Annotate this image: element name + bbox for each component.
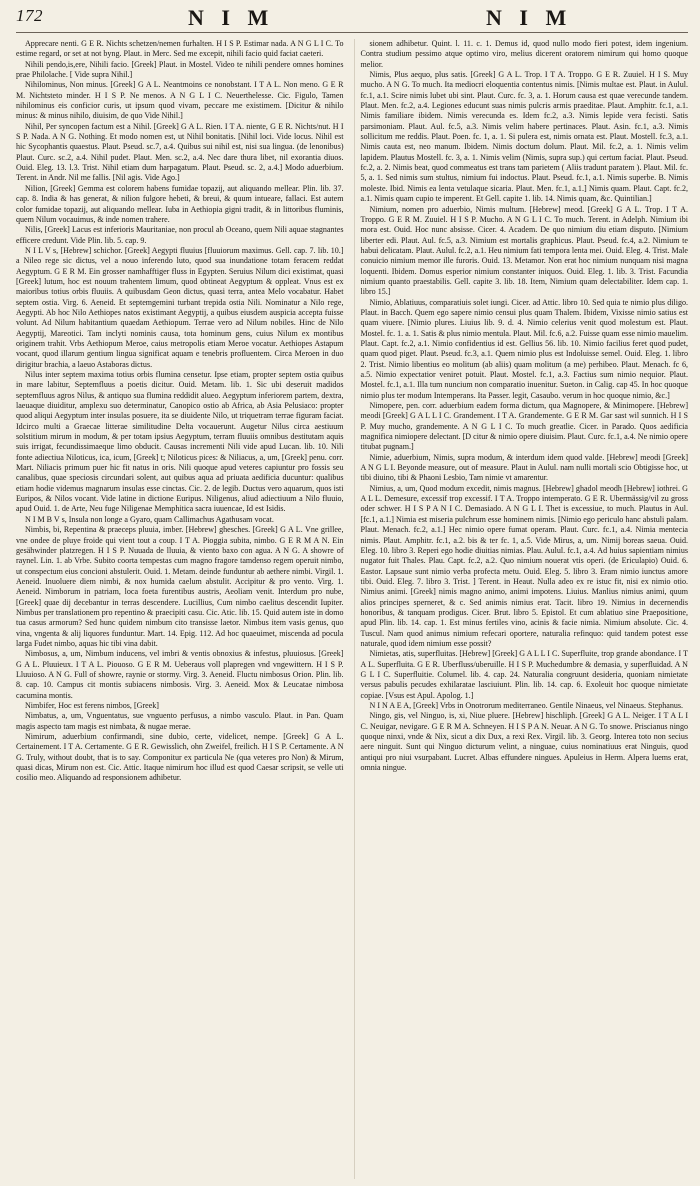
right-column (354, 39, 689, 1179)
left-running-headword: N I M (188, 5, 275, 30)
dictionary-entry: Ningo, gis, vel Ninguo, is, xi, Niue pluere. [Hebrew] hischliph. [Greek] G A L. Neiger. I T A L I C. Neuigar, nevigare. G E R M A. Schneyen. H I S P A N. Neuar. A N G. To snowe. Priscianus ningo quoque ninxi, vnde & Nix, sicut a dix Dux, a rexi Rex. Virgil. lib. 3. Georg. Interea toto non secius aere ninguit. Sunt qui Ninguo dicturum velint, a ninguae, cuius nominatiuus erat Ninguis, quod antiqui pro niui vsurpabant. Lucret. Albas effundere ningues. Apuleius in Herm. Alpera luems erat, omnia ningue. (360, 711, 691, 773)
dictionary-entry: Nihil, Per syncopen factum est a Nihil. [Greek] G A L. Rien. I T A. niente, G E R. Nichts/nut. H I S P. Nada. A N G. Nothing. Et modo nomen est, ut Nihil bonitatis. [Nihil loci. Vide locus. Nihil est hic Sycophantis quaestus. Plaut. Pseud. sc.7, a.4. Quibus sui nihil est, nisi sua lingua. (de lenonibus) Plaut. Curc. sc.2, a.4. Nihil pudet. Plaut. Men. sc.2, a.4. Nec dare thura libet, nil exorantia diuos. Ouid. Eleg. 13. l.3. Trist. Nihil etiam dum harpagatum. Plaut. Pseud. sc. 2, a.4.] Modo aduerbium. Terent. in Andr. Nil me fallis. [Nil agis. Vide Ago.] (16, 121, 346, 183)
dictionary-entry: N I L V s, [Hebrew] schichor. [Greek] Aegypti fluuius [fluuiorum maximus. Gell. cap. 7. lib. 10.] a Nileo rege sic dictus, vel a nouo inferendo luto, quod sua inundatione totam feracem reddat Aegyptum. G E R M. Ein grosser namhafftiger fluss in Egypten. Seruius Nilum dici existimat, quasi [Greek] lutum, hoc est nouum trahentem limum, quod obtineat Aegyptum & oppleat. Vnus est ex maioribus totius orbis fluuiis. A quibusdam Geon dictus, quasi terra, antea Melo vocabatur. Habet septem ostia. Virg. 6. Aeneid. Et septemgemini turbant trepida ostia Nili. Nominatur a Nilo rege, Aegypti. Ab hoc Nilo Aethiopes natos existimant Aegyptij, a quibus eiusdem auspicia accepta fuisse volunt. Ad Nilum habitantium quaedam Aethiopum. Terrae vero ad Nilum nobiles. Hinc de Nilo Aegyptij, Mareotici. Tam inclyti nominis causa, tota hominum gens, cuius Nilum ex montibus originem trahit. Vrbs Aethiopum Meroe, caius metropolis etiam Meroe vocatur. Aethiopes Astapum vocant, quod illarum gentium lingua significat aquam e tenebris profluentem. Circa Meroen in duo dirigitur brachia, a laeuo Astaboras dictus. (16, 245, 346, 369)
left-column (16, 39, 344, 1179)
dictionary-entry: Nimie, aduerbium, Nimis, supra modum, & interdum idem quod valde. [Hebrew] meodi [Greek] A N G L I. Beyonde measure, out of measure. Plaut in Aulul. nam nulli mortali scio Obtigisse hoc, ut tibi diuino, tibi & Phaoni Lesbio, Tam nimie vt amarentur. (360, 452, 691, 483)
dictionary-entry: Nimbis, bi, Repentina & praeceps pluuia, imber. [Hebrew] ghesches. [Greek] G A L. Vne grillee, vne ondee de pluye froide qui vient tout a coup. I T A. Pioggia subita, nimbo. G E R M A N. Ein gesähwinder platzregen. H I S P. Nuuada de lluuia, & viento baxo con agua. A N G. A showre of raynel. Lin. 1. ab Vrbe. Subito coorta tempestas cum magno fragore tamdenso regem operuit nimbo, ut conspectum eius concioni abstulerit. Ouid. 1. Metam. deinde funduntur ab aethere nimbi. Virgil. 1. Aeneid. Inuoluere diem nimbi, & nox humida caelum abstulit. Accipitur & pro vento. Virg. 1. Aeneid. Nimborum in patriam, loca foeta furentibus austris, Aeoliam venit. Interdum pro nube, [Greek] quae dij decebantur in terras descendere. Lucillius, Cum nimbo caelitus descendit Iupiter. Nimbus per translationem pro repentino & praecipiti casu. Cic. Atic. lib. 15. Quid autem iste in domo tua casus armorum? Sed hunc quidem nimbum cito transisse laetor. Nimbus item vasis genus, quo vina, vngenta & alij liquores funduntur. Mart. 14. Epig. 112. Ad hoc quaeuimet, miscenda ad pocula larga Fudet nimbo, aquas hic tibi vina dabit. (16, 525, 346, 648)
dictionary-entry: Nimbosus, a, um, Nimbum inducens, vel imbri & ventis obnoxius & infestus, pluuiosus. [Greek] G A L. Pluuieux. I T A L. Piouoso. G E R M. Ueberaus voll plapregen vnd vngewittern. H I S P. Lluuioso. A N G. Full of showre, raynie or stormy. Virg. 3. Aeneid. Fluctu nimbosus Orion. Plin. lib. 8. cap. 10. Campus cit montis subiacens nimbosis. Virg. 3. Aeneid. Mox & Leucatae nimbosa cacumina montis. (16, 649, 346, 700)
dictionary-entry: Nimius, a, um, Quod modum excedit, nimis magnus. [Hebrew] ghadol meodh [Hebrew] iothrei. G A L L. Demesure, excessif trop excessif. I T A. Troppo intemperato. G E R. Ubermässig/vil zu gross oder schwer. H I S P A N I C. Demasiado. A N G L I. Thet is excessiue, to much. Plautus in Aul. [fc.1, a.1.] Nimia est miseria pulchrum esse hominem nimis. [Nimio ego periculo hanc abstuli palam. Plaut. Menach. fc.2, a.1.] Hec nimio opere fumat operam. Plaut. Curc. fc.1, a.4. Nimia mentecia nimis. Plaut. Amphitr. fc.1, a.2. bis & ter fc. 1, a.5. Vide Mirus, a, um. Nimij boreas saeua. Ouid. Eleg. 10. libro 3. Reperi ego hodie diuitias nimias. Plau. Aulul. fc.1, a.4. Ad huius sapientiam nimius nugator fuit Thales. Plau. Capt. fc.2, a.2. Quo nimium nouerat vtis operi. (de Ericulapio) Ouid. 6. Eastor. Lapsaue sunt nimio verba profecta metu. Ouid. Eleg. 5. libro 3. Eram nimio iunctus amore tibi. Ouid. Eleg. 7. libro 3. Trist. ] Terent. in Heaut. Nulla adeo ex re istuc fit, nisi ex nimio otio. Nimius animi. [Greek] nimis magno animo, animi impotens. Liuius. Manlius nimius animi, quum alios principes sperneret, & c. Sed animis nimius erat. Tacit. libro 19. Nimius in decernendis honoribus, & tanquam prodigus. Cicer. Brut. libro 5. Epistol. Et cum ablatiuo sine Praepositione, apud Plin. lib. 14. cap. 1. Est minus fertiles vino, acinis & facie nimia. Nimium absolute. Cic. 4. Tuscul. Nam quod animus nimium refecari oportere, naturalia refinquo: quid tandem potest esse naturale, quod idem nimium esse possit? (360, 483, 691, 648)
dictionary-entry: Nihilominus, Non minus. [Greek] G A L. Neantmoins ce nonobstant. I T A L. Non meno. G E R M. Nichtsteto minder. H I S P. Ne menos. A N G L I C. Neuerthelesse. Cic. Figulo, Tamen nihilominus eis conficior curis, ut ipsum quod vivam, peccare me existimem. [Dicitur & nihilo minus: & minus nihilo, diuisim, de quo Vide Nihil.] (16, 80, 346, 121)
dictionary-entry: Nilion, [Greek] Gemma est colorem habens fumidae topazij, aut aliquando mellear. Plin. lib. 37. cap. 8. India & has generat, & nilion fulgore hebeti, & breui, & quum intueare, fallaci. Est autem color fumidae topazij, aut aliquando mellear. Iuba in Aethiopia gigni tradit, & in littoribus fluminis, quem Nilum vocauimus, & inde nomen trahere. (16, 183, 346, 224)
dictionary-entry: Nimbifer, Hoc est ferens nimbos, [Greek] (25, 701, 159, 710)
dictionary-entry: Apprecare nenti. G E R. Nichts schetzen/nemen furhalten. H I S P. Estimar nada. A N G L I C. To estime regard, or set at not byng. Plaut. in Merc. Sed me excepit, nihili facio quid faciat caeteri. (16, 39, 346, 59)
right-running-headword: N I M (486, 5, 573, 30)
dictionary-entry: Nimium, nomen pro aduerbio, Nimis multum. [Hebrew] meod. [Greek] G A L. Trop. I T A. Troppo. G E R M. Zuuiel. H I S P. Mucho. A N G L I C. To much. Terent. in Adelph. Nimium ibi mora est. Ouid. Hoc nunc absisse. Cicer. 4. Academ. De quo nimium diu etiam disputo. [Nimium liberter edi. Plaut. Aul. fc.5, a.3. Nimium est mortalis graphicus. Plaut. Pseud. fc.4, a.2. Nimium te habui delicatam. Plaut. Aulul. fc.2, a.1. Heu nimium fati tempora lenta mei. Ouid. Eleg. 4. Trist. Male conuicio nimium memor ille furoris. Ouid. 13. Metamor. Non erat hoc nimium nunquam nisi magna loquenti. Ibidem. Domus esperior nimium constanter iniquos. Ouid. Eleg. 1. lib. 3. Trist. Facundia nimium quanto praestabilis. Gell. capite 3. lib. 18. Item, Nimium quam delectabiliter. Idem cap. 1. libro 15.] (360, 204, 691, 297)
dictionary-entry: Nilis, [Greek] Lacus est inferioris Mauritaniae, non procul ab Oceano, quem Nili aquae stagnantes efficere credunt. Vide Plin. lib. 5. cap. 9. (16, 225, 346, 245)
dictionary-entry: Nilus inter septem maxima totius orbis flumina censetur. Ipse etiam, propter septem ostia quibus in mare labitur, Septemfluus a poetis dicitur. Ouid. Metam. lib. 1. Sic ubi deseruit madidos septemfluus agros Nilus, & antiquo sua flumina reddidit alueo. Aegyptum inferiorem partem, dextra, laeuaque diuiditur, amplexu suo determinatur, Canopico ostio ab Africa, ab Asia Pelusiaco: propter quod aliqui Aegyptum inter insulas posuere, ita se diuidente Nilo, ut triquetram terrae figuram faciat. Idcirco multi a Graecae litterae similitudine Delta vocauerunt. Augetur Nilus circa aestiuum solstitium mirum in modum, & per totam ipsius Aegyptum, terram fluuiis omnibus destitutam aquis suis irrigat, fecundissimaeque limo obducit. Causas incrementi Nili vide apud Lucan. lib. 10. Nili fonte adiectiua Niloticus, ica, icum, [Greek] t; Niloticus pices: & Niliacus, a, um, [Greek] penu. corr. Mart. Niliacis primum puer hic fit natus in oris. Nili quoque apud veteres capiuntur pro fossis seu canalibus, quae speciosis circundari solent, aut quibus aqua ad priuata aedificia ducuntur: qualibus etiam hodie videmus magnarum insulas esse cinctas. Cic. 2. de legib. Ductus vero aquarum, quos isti Euripos, & Nilos vocant. Vide latine in dictione Euripus. Niligenus, aliud adiectiuum a Nilo fluuio, apud Ouid. 1. de Arte, Neu fuge Niligenae Memphitica sacra iuuencae, Id est Isidis. (16, 370, 346, 514)
dictionary-entry: Nimio, Ablatiuus, comparatiuis solet iungi. Cicer. ad Attic. libro 10. Sed quia te nimio plus diligo. Plaut. in Bacch. Quem ego sapere nimio censui plus quam Thalem. Ibidem, Vixisse nimio satius est quam viuere. [Nimio plures. Liuius lib. 9. d. 4. Nimio celerius venit quod molestum est. Plaut. Mostel. fc. 1. a. 1. Satis & plus nimio mentula. Plaut. Mil. fc.6, a.2. Fuisse quam esse nimio mauelim. Plaut. Capt. fc.2, a.1. Nimio confidentius id est. Gellius 56. lib. 10. Nimio facilius feret quod pudet, quam quod piget. Plaut. Pseud. fc.3, a.1. Quem nimio plus est Indoluisse semel. Ouid. Eleg. 1. libro 2. Trist. Nimio libentius eo molitum (ab aliis) quam molitum (a me) perhibeo. Plaut. Menach. fc 6, a.5. Nimio expectatior veniret potuit. Plaut. Mostel. fc.1, a.3. Factius sum nimio nequior. Plaut. Mostel. fc.1, a.1. Illa tum nuncium non comparatio inuenitur. Sueton. in Calig. cap 45. In hoc quoque nimio plus ter modum Intemperans. Ita Passer. legit, Casaubo. verum in hoc quoque nimio, &c.] (360, 297, 691, 400)
dictionary-entry: N I M B V s, Insula non longe a Gyaro, quam Callimachus Agathusam vocat. (25, 514, 274, 524)
dictionary-entry: Nihili pendo,is,ere, Nihili facio. [Greek] Plaut. in Mostel. Video te nihili pendere omnes homines prae Philolache. [ Vide supra Nihil.] (16, 59, 346, 80)
dictionary-entry: Nimietas, atis, superfluitas. [Hebrew] [Greek] G A L L I C. Superfluite, trop grande abondance. I T A L. Superfluita. G E R. Uberfluss/uberuille. H I S P. Muchedumbre & demasia, y superfluidad. A N G L I C. Superfluitie. Columel. lib. 4. cap. 24. Naturalia congruunt desideria, quoniam nimietate versus pabulis pecudes exhilaratae lasciuiunt. Plin. lib. 14. cap. 6. Exoleuit hoc quoque nimietate copiae. [Vsus est Apul. Apolog. 1.] (360, 649, 691, 700)
page-number: 172 (16, 6, 43, 25)
text-columns (16, 39, 691, 1179)
dictionary-entry: Nimirum, aduerbium confirmandi, sine dubio, certe, videlicet, nempe. [Greek] G A L. Certainement. I T A. Certamente. G E R. Gewisslich, ohn Zweifel, freilich. H I S P. Certamente. A N G. Truly, without doubt, that is to say. Componitur ex particula Ne (qua veteres pro Non) & Mirum, quasi dicas, Mirum non est. Cic. Attic. Itaque nimirum hoc illud est quod Caesar scripsit, se velle uti cosilio meo. Aliquando ad responsionem adhibetur. (16, 732, 346, 783)
dictionary-entry: Nimbatus, a, um, Vnguentatus, sue vnguento perfusus, a nimbo vasculo. Plaut. in Pan. Quam magis aspecto tam magis est nimbata, & nugae merae. (16, 711, 346, 731)
running-head (16, 4, 688, 33)
dictionary-entry: N I N A E A, [Greek] Vrbs in Onotrorum mediterraneo. Gentile Ninaeus, vel Ninaeus. Stephanus. (369, 701, 684, 710)
dictionary-entry: Nimis, Plus aequo, plus satis. [Greek] G A L. Trop. I T A. Troppo. G E R. Zuuiel. H I S. Muy mucho. A N G. To much. Ita mediocri eloquentia contentus nimis. [Nimis multae est. Plaut. in Aulul. fc.1, a.1. Scire nimis lubet ubi sint. Plaut. Curc. fc. 3, a. 1. Horum causa est quae verecunde tandem. Plaut. Men. fc.2, a.4. Legiones educunt suas nimis pulcris armis praeditae. Plaut. Amphitr. fc.1, a.1. Nimis familiare ibidem. Nimis verecunda es. Idem fc.2, a.3. Nimis lepide vera fecisti. Satis parsimoniam. Plaut. Aul. fc.5, a.3. Nimis velim habere pertinaces. Plaut. Asin. fc.1, a.3. Nimis sollicitum me reddis. Plaut. Poen. fc. 1, a. 1. Si pulera est, nimis ornata est. Plaut. Mostell. fc.3, a.1. Nimis cauta est, neo manum. Ibidem. Nimis doctum dolum. Plaut. Mil. fc.2, a. 1. Nimis velim lapidem. Plautus Mostell. fc. 3, a. 1. Nimis velim (Nimis, supra sup.) qui certum faciat. Plaut. Pseud. fc.2, a. 2. Nimis beat, quod commeatus est trans tam parietem ( Aliis tradunt paratem ). Plaut. Mil. fc. 5, a. 1. Sed nimis sum stultus, nimium fui indoctus. Plaut. Pseud. fc.1, a.1. Nimis superbe. B. Nimis moleste. Ibid. Nimis ea lenta vetulaque sicaria. Plaut. Men. fc.1, a.1.] Nimis quam. Plaut. Capt. fc.2, a.1. Nimis quam cupio te imperent. Et Gell. capite 1. lib. 14. Nimis quam, &c. Quintilian.] (360, 70, 691, 204)
dictionary-entry: sionem adhibetur. Quint. l. 11. c. 1. Demus id, quod nullo modo fieri potest, idem ingenium. Contra studium pessimo atque optimo viro, melius dicerent oratorem nimirum qui homo quoque melior. (360, 39, 691, 69)
dictionary-entry: Nimopere, pen. corr. aduerbium eadem forma dictum, qua Magnopere, & Minimopere. [Hebrew] meodi [Greek] G A L L I C. Grandement. I T A. Grandemente. G E R M. Gar sast wil sunnich. H I S P. Muy mucho, grandemente. A N G L I C. To much greatlie. Cicer. in Parado. Quos aedificia magnifica nimiopere delectant. [D citur & nimio opere diuisim. Plaut. Curc. fc.1, a.4. Ne nimio opere titubat pugnam.] (360, 401, 691, 452)
